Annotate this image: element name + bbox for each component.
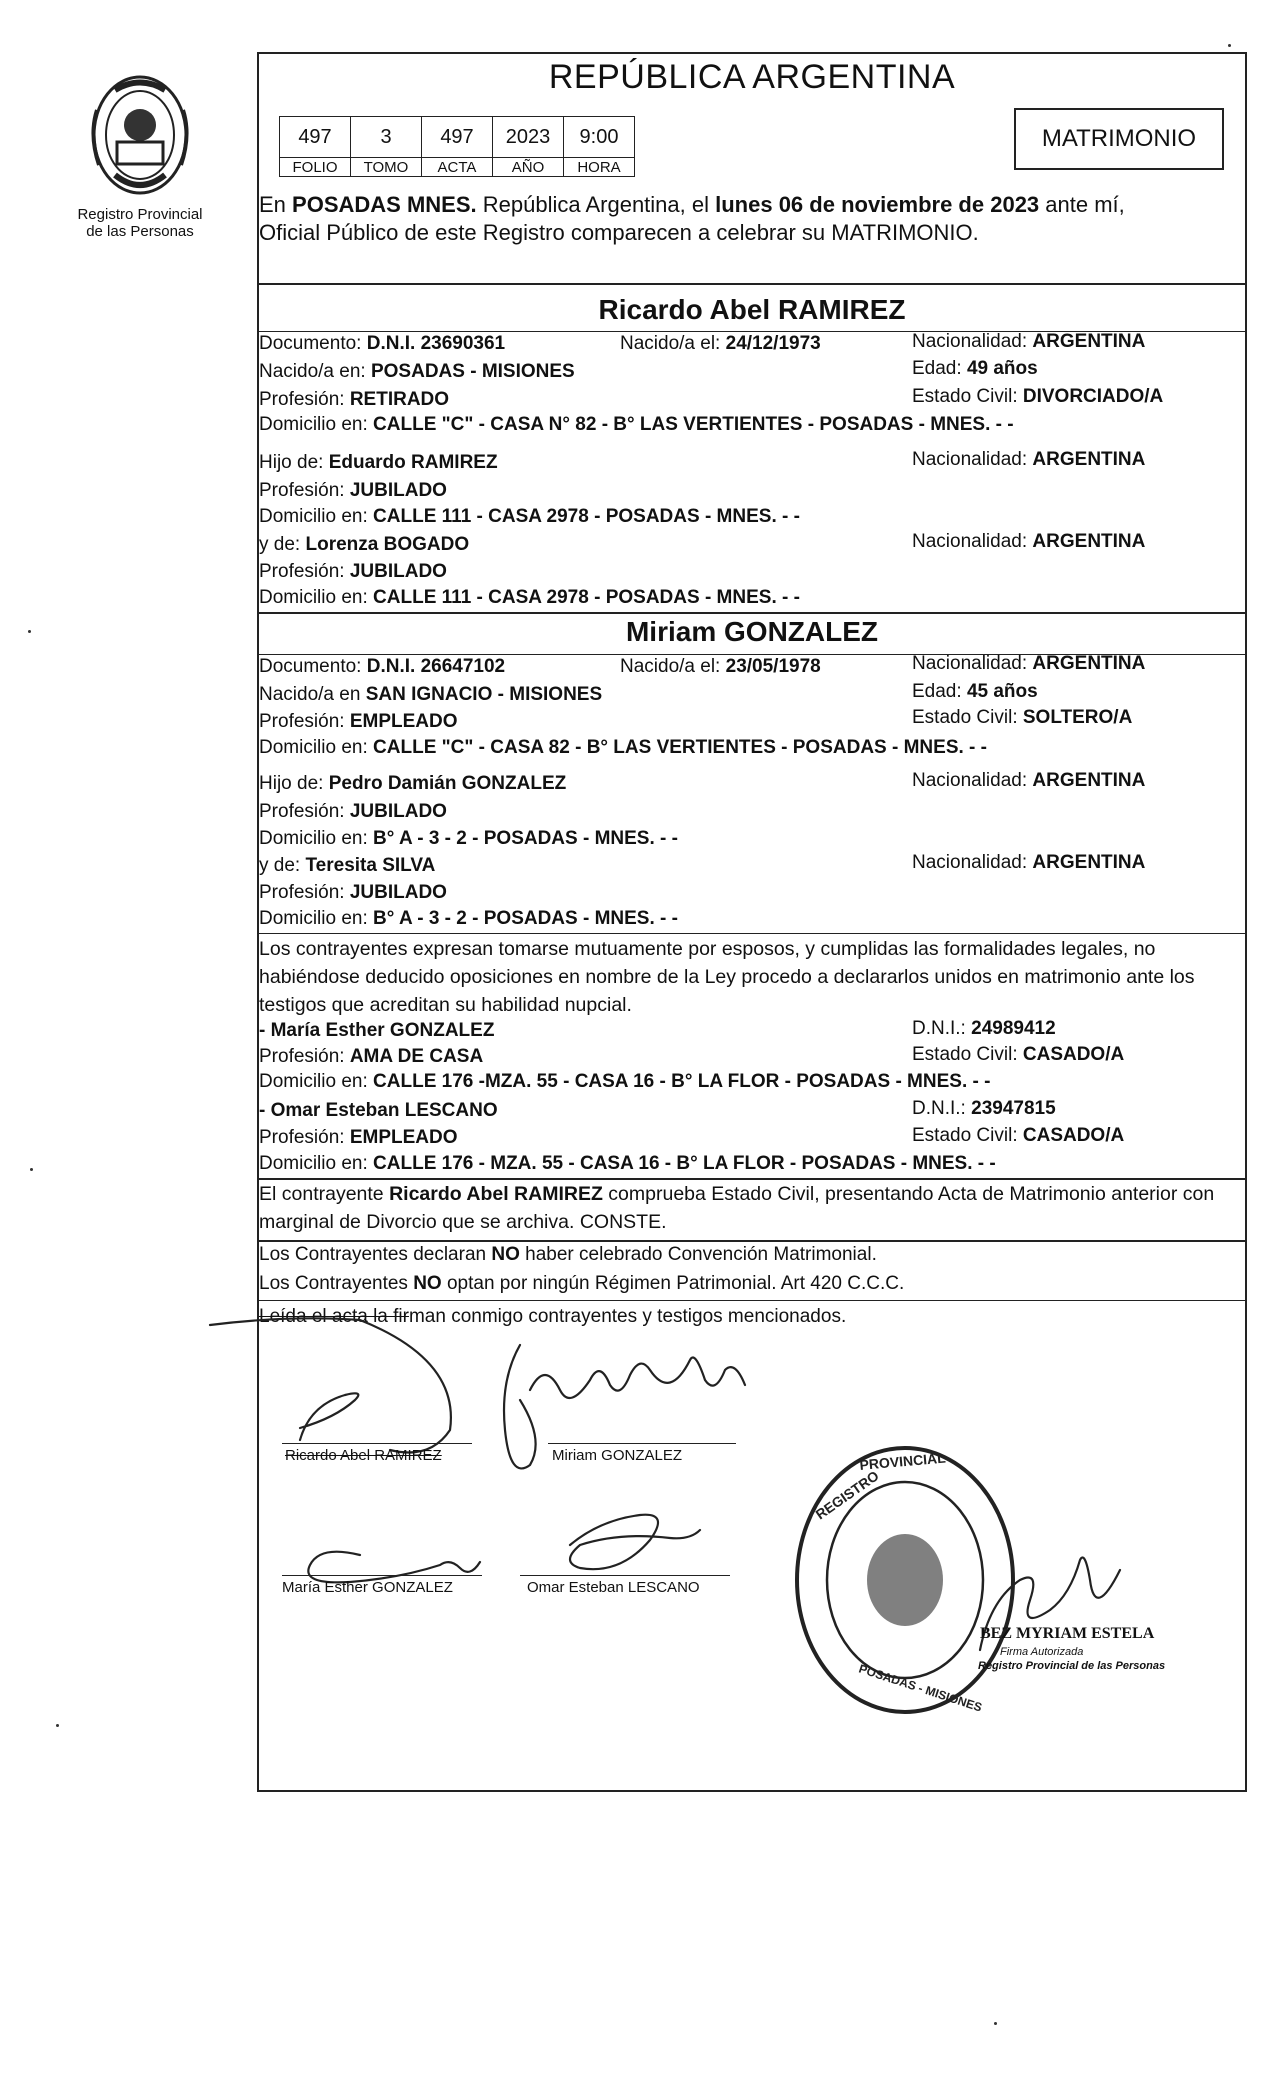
- official-registry: Registro Provincial de las Personas: [978, 1660, 1166, 1672]
- declaration-text: Los contrayentes expresan tomarse mutuamente por esposos, y cumplidas las formalidades legales, no habiéndose deducido oposiciones en nombre de la Ley procedo a declararlos unidos en matrimonio ante los testigos que acreditan su habilidad nupcial.: [259, 938, 1195, 1016]
- signature-label-witness1: María Esther GONZALEZ: [282, 1579, 453, 1596]
- spouse1-father-profession: Profesión: JUBILADO: [259, 480, 447, 501]
- hour-value: 9:00: [564, 117, 635, 158]
- spouse2-mother-nationality: Nacionalidad: ARGENTINA: [912, 852, 1146, 873]
- spouse2-civil-status: Estado Civil: SOLTERO/A: [912, 707, 1133, 728]
- spouse1-age: Edad: 49 años: [912, 358, 1038, 379]
- city: POSADAS MNES.: [292, 192, 477, 217]
- spouse2-nationality: Nacionalidad: ARGENTINA: [912, 653, 1146, 674]
- witness2-profession: Profesión: EMPLEADO: [259, 1127, 458, 1148]
- tomo-label: TOMO: [351, 158, 422, 177]
- spouse2-profession: Profesión: EMPLEADO: [259, 711, 458, 732]
- witness1-civil-status: Estado Civil: CASADO/A: [912, 1044, 1125, 1065]
- spouse1-document: Documento: D.N.I. 23690361: [259, 333, 506, 354]
- spouse2-birthdate: Nacido/a el: 23/05/1978: [620, 656, 821, 677]
- svg-text:REGISTRO: REGISTRO: [812, 1467, 882, 1523]
- spouse2-name: Miriam GONZALEZ: [625, 616, 878, 647]
- registry-caption: [75, 206, 205, 240]
- witness1-dni: D.N.I.: 24989412: [912, 1018, 1056, 1039]
- spouse1-birthplace: Nacido/a en: POSADAS - MISIONES: [259, 361, 575, 382]
- year-value: 2023: [493, 117, 564, 158]
- registry-caption-line2: de las Personas: [86, 223, 194, 240]
- intro-line2: Oficial Público de este Registro comparecen a celebrar su MATRIMONIO.: [259, 220, 979, 245]
- spouse2-mother-address: Domicilio en: B° A - 3 - 2 - POSADAS - MNES. - -: [259, 908, 678, 929]
- year-label: AÑO: [493, 158, 564, 177]
- spouse2-father: Hijo de: Pedro Damián GONZALEZ: [259, 773, 567, 794]
- spouse2-age: Edad: 45 años: [912, 681, 1038, 702]
- civil-status-note: El contrayente Ricardo Abel RAMIREZ comprueba Estado Civil, presentando Acta de Matrimonio anterior con marginal de Divorcio que se archiva. CONSTE.: [259, 1183, 1215, 1233]
- witness2-civil-status: Estado Civil: CASADO/A: [912, 1125, 1125, 1146]
- spouse2-father-profession: Profesión: JUBILADO: [259, 801, 447, 822]
- svg-text:POSADAS - MISIONES: POSADAS - MISIONES: [857, 1661, 984, 1715]
- witness2-name: - Omar Esteban LESCANO: [259, 1100, 498, 1121]
- record-type-box: MATRIMONIO: [1014, 108, 1224, 170]
- spouse1-name: Ricardo Abel RAMIREZ: [598, 294, 906, 325]
- witness1-address: Domicilio en: CALLE 176 -MZA. 55 - CASA 16 - B° LA FLOR - POSADAS - MNES. - -: [259, 1071, 991, 1092]
- official-name: BEZ MYRIAM ESTELA: [980, 1625, 1155, 1642]
- spouse1-mother: y de: Lorenza BOGADO: [259, 534, 470, 555]
- hour-label: HORA: [564, 158, 635, 177]
- closing-statement: Leída el acta la firman conmigo contrayentes y testigos mencionados.: [259, 1306, 847, 1327]
- signature-label-witness2: Omar Esteban LESCANO: [527, 1579, 700, 1596]
- witness1-profession: Profesión: AMA DE CASA: [259, 1046, 484, 1067]
- convention-statement: Los Contrayentes declaran NO haber celebrado Convención Matrimonial.: [259, 1244, 877, 1265]
- spouse2-birthplace: Nacido/a en SAN IGNACIO - MISIONES: [259, 684, 603, 705]
- spouse2-father-address: Domicilio en: B° A - 3 - 2 - POSADAS - MNES. - -: [259, 828, 678, 849]
- acta-label: ACTA: [422, 158, 493, 177]
- acta-value: 497: [422, 117, 493, 158]
- spouse1-mother-address: Domicilio en: CALLE 111 - CASA 2978 - POSADAS - MNES. - -: [259, 587, 800, 608]
- spouse1-address: Domicilio en: CALLE "C" - CASA N° 82 - B° LAS VERTIENTES - POSADAS - MNES. - -: [259, 414, 1014, 435]
- spouse1-father-nationality: Nacionalidad: ARGENTINA: [912, 449, 1146, 470]
- spouse2-mother-profession: Profesión: JUBILADO: [259, 882, 447, 903]
- spouse2-document: Documento: D.N.I. 26647102: [259, 656, 506, 677]
- ceremony-date: lunes 06 de noviembre de 2023: [715, 192, 1040, 217]
- regime-statement: Los Contrayentes NO optan por ningún Régimen Patrimonial. Art 420 C.C.C.: [259, 1273, 905, 1294]
- spouse2-mother: y de: Teresita SILVA: [259, 855, 436, 876]
- signature-label-spouse2: Miriam GONZALEZ: [552, 1447, 683, 1464]
- provincial-seal-icon: [85, 70, 195, 200]
- spouse1-father: Hijo de: Eduardo RAMIREZ: [259, 452, 498, 473]
- spouse1-father-address: Domicilio en: CALLE 111 - CASA 2978 - POSADAS - MNES. - -: [259, 506, 800, 527]
- record-table: [279, 116, 635, 177]
- official-role: Firma Autorizada: [1000, 1646, 1084, 1658]
- witness2-address: Domicilio en: CALLE 176 - MZA. 55 - CASA 16 - B° LA FLOR - POSADAS - MNES. - -: [259, 1153, 996, 1174]
- intro-text: En POSADAS MNES. República Argentina, el lunes 06 de noviembre de 2023 ante mí, Oficial Público de este Registro comparecen a celebrar su MATRIMONIO.: [259, 191, 1245, 247]
- folio-label: FOLIO: [280, 158, 351, 177]
- folio-value: 497: [280, 117, 351, 158]
- spouse1-profession: Profesión: RETIRADO: [259, 389, 450, 410]
- page-title: REPÚBLICA ARGENTINA: [548, 58, 956, 96]
- witness1-name: - María Esther GONZALEZ: [259, 1020, 495, 1041]
- spouse2-address: Domicilio en: CALLE "C" - CASA 82 - B° LAS VERTIENTES - POSADAS - MNES. - -: [259, 737, 987, 758]
- tomo-value: 3: [351, 117, 422, 158]
- spouse1-mother-nationality: Nacionalidad: ARGENTINA: [912, 531, 1146, 552]
- spouse1-mother-profession: Profesión: JUBILADO: [259, 561, 447, 582]
- spouse1-nationality: Nacionalidad: ARGENTINA: [912, 331, 1146, 352]
- signature-label-spouse1: Ricardo Abel RAMIREZ: [285, 1447, 442, 1464]
- spouse2-father-nationality: Nacionalidad: ARGENTINA: [912, 770, 1146, 791]
- registry-logo: [75, 70, 205, 240]
- registry-caption-line1: Registro Provincial: [77, 206, 203, 223]
- spouse1-birthdate: Nacido/a el: 24/12/1973: [620, 333, 821, 354]
- spouse1-civil-status: Estado Civil: DIVORCIADO/A: [912, 386, 1164, 407]
- witness2-dni: D.N.I.: 23947815: [912, 1098, 1056, 1119]
- svg-text:PROVINCIAL: PROVINCIAL: [858, 1449, 947, 1473]
